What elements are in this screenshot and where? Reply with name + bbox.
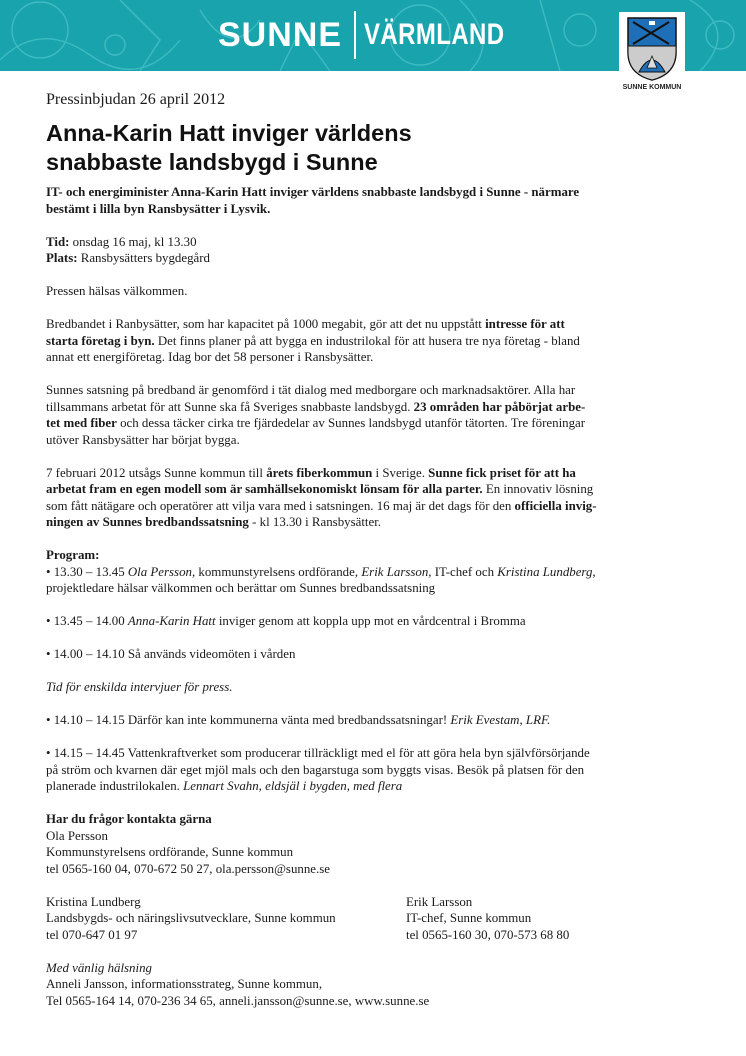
text-line [46,333,597,350]
text-line [46,828,597,845]
contacts [46,894,597,944]
body-text [46,184,597,894]
text-segment: • 14.00 – 14.10 Så används videomöten i vården [46,647,296,661]
text-segment: tel 0565-160 04, 070-672 50 27, ola.persson@sunne.se [46,861,330,876]
text-segment: Kommunstyrelsens ordförande, Sunne kommun [46,845,294,859]
text-segment: Ransbysätters bygdegård [77,251,210,265]
coat-of-arms-icon [619,12,685,82]
bold-text: årets fiberkommun [266,465,373,480]
text-segment: En innovativ lösning [482,482,594,496]
text-line [46,564,597,581]
bold-text: starta företag i byn. [46,333,155,348]
blank-line [46,729,597,746]
text-segment: - kl 13.30 i Ransbysätter. [248,515,382,529]
bold-text: Sunne fick priset för att ha [428,465,576,480]
text-line [46,679,597,696]
bold-text: arbetat fram en egen modell som är samhällsekonomiskt lönsam för alla parter. [46,482,483,496]
text-segment: , [592,564,596,579]
press-date: Pressinbjudan 26 april 2012 [46,91,226,108]
title-line: snabbaste landsbygd i Sunne [46,149,378,175]
text-line [46,283,597,300]
text-line [46,498,597,515]
bold-text: Har du frågor kontakta gärna [46,812,212,826]
text-line [46,861,597,878]
text-line [46,399,597,416]
text-segment: 7 februari 2012 utsågs Sunne kommun till [46,465,267,480]
text-line [46,514,597,531]
text-segment: Anneli Jansson, informationsstrateg, Sunne kommun, [46,977,323,991]
closing [46,960,597,1010]
text-segment: • 13.45 – 14.00 [46,614,128,628]
blank-line [46,943,597,960]
text-segment: , IT-chef och [428,564,498,579]
text-segment: på ström och kvarnen där eget mjöl mals och den bagarstuga som byggts visas. Besök på platsen för den [46,762,585,777]
text-segment: tillsammans arbetat för att Sunne ska få Sveriges snabbaste landsbygd. [46,399,414,414]
text-line [46,184,597,201]
bold-text: bestämt i lilla byn Ransbysätter i Lysvik. [46,201,271,216]
text-line [46,432,597,449]
text-segment: projektledare hälsar välkommen och berättar om Sunnes bredbandssatsning [46,581,436,595]
blank-line [46,597,597,614]
text-segment: Sunnes satsning på bredband är genomförd i tät dialog med medborgare och marknadsaktörer. Alla har [46,383,576,397]
crest-label: SUNNE KOMMUN [622,84,682,91]
text-segment: utöver Ransbysätter har börjat bygga. [46,432,240,447]
brand-logo [218,12,540,58]
bold-text: Tid: [46,234,70,249]
text-segment: Bredbandet i Ranbysätter, som har kapacitet på 1000 megabit, gör att det nu uppstått [46,317,486,331]
title-line: Anna-Karin Hatt inviger världens [46,120,412,146]
contact-phone: tel 0565-160 30, 070-573 68 80 [406,927,570,942]
contact-role: Landsbygds- och näringslivsutvecklare, Sunne kommun [46,911,336,925]
text-line [46,349,597,366]
text-line [46,250,597,267]
text-segment: • 14.10 – 14.15 Därför kan inte kommunerna vänta med bredbandssatsningar! [46,713,451,727]
text-line [46,811,597,828]
text-line [46,234,597,251]
blank-line [46,217,597,234]
bold-text: ningen av Sunnes bredbandssatsning [46,515,249,529]
text-line [46,201,597,218]
brand-varmland: VÄRMLAND [364,18,505,51]
bold-text: Program: [46,548,100,562]
text-segment: kommunstyrelsens ordförande, [195,564,362,579]
blank-line [46,795,597,812]
document-body [46,184,597,1009]
text-segment: annat ett energiföretag. Idag bor det 58 personer i Ransbysätter. [46,350,374,364]
blank-line [46,630,597,647]
brand-divider [354,11,356,59]
blank-line [46,696,597,713]
text-segment: planerade industrilokalen. [46,779,184,793]
text-line [46,993,597,1010]
contact-phone: tel 070-647 01 97 [46,927,138,942]
text-line [46,382,597,399]
text-line [46,465,597,482]
text-segment: och dessa täcker cirka tre fjärdedelar av Sunnes landsbygd utanför tätorten. Tre föreningar [116,416,586,430]
text-line [46,712,597,729]
text-segment: Pressen hälsas välkommen. [46,284,188,298]
blank-line [46,267,597,284]
bold-text: tet med fiber [46,416,117,430]
text-line [46,580,597,597]
bold-text: 23 områden har påbörjat arbe- [413,399,586,414]
text-line [46,415,597,432]
text-segment: inviger genom att koppla upp mot en vårdcentral i Bromma [215,614,526,628]
text-segment: i Sverige. [372,465,429,480]
text-line [46,745,597,762]
contact-role: IT-chef, Sunne kommun [406,911,532,925]
text-segment: som fått nätägare och operatörer att vilja vara med i satsningen. 16 maj är det dags för den [46,498,515,513]
blank-line [46,531,597,548]
italic-text: Tid för enskilda intervjuer för press. [46,680,233,694]
italic-text: Med vänlig hälsning [46,960,152,975]
blank-line [46,300,597,317]
italic-text: Ola Persson, [127,564,196,579]
text-line [46,976,597,993]
text-segment: Tel 0565-164 14, 070-236 34 65, anneli.jansson@sunne.se, www.sunne.se [46,993,430,1008]
blank-line [46,366,597,383]
italic-text: Lennart Svahn, eldsjäl i bygden, med flera [183,779,403,793]
text-line [46,613,597,630]
bold-text: IT- och energiminister Anna-Karin Hatt inviger världens snabbaste landsbygd i Sunne - närmare [46,185,580,199]
text-segment: Det finns planer på att bygga en industrilokal för att husera tre nya företag - bland [154,333,580,348]
italic-text: Kristina Lundberg [497,564,593,579]
blank-line [46,448,597,465]
text-segment: • 13.30 – 13.45 [46,564,128,579]
blank-line [46,663,597,680]
text-segment: Ola Persson [46,828,108,843]
text-line [46,960,597,977]
text-line [46,481,597,498]
text-segment: • 14.15 – 14.45 Vattenkraftverket som producerar tillräckligt med el för att göra hela byn självförsörjande [46,746,590,760]
italic-text: Erik Larsson [361,564,429,579]
contact-name: Erik Larsson [406,894,473,909]
blank-line [46,877,597,894]
italic-text: Anna-Karin Hatt [127,614,216,628]
contact-right [406,894,569,944]
text-line [46,762,597,779]
bold-text: Plats: [46,251,78,265]
text-line [46,844,597,861]
text-segment: onsdag 16 maj, kl 13.30 [69,234,197,249]
text-line [46,316,597,333]
page-title [46,119,412,177]
contact-name: Kristina Lundberg [46,894,141,909]
bold-text: intresse för att [485,317,565,331]
text-line [46,547,597,564]
text-line [46,778,597,795]
text-line [46,646,597,663]
bold-text: officiella invig- [514,498,597,513]
brand-sunne: SUNNE [218,15,343,54]
italic-text: Erik Evestam, LRF. [450,713,551,727]
